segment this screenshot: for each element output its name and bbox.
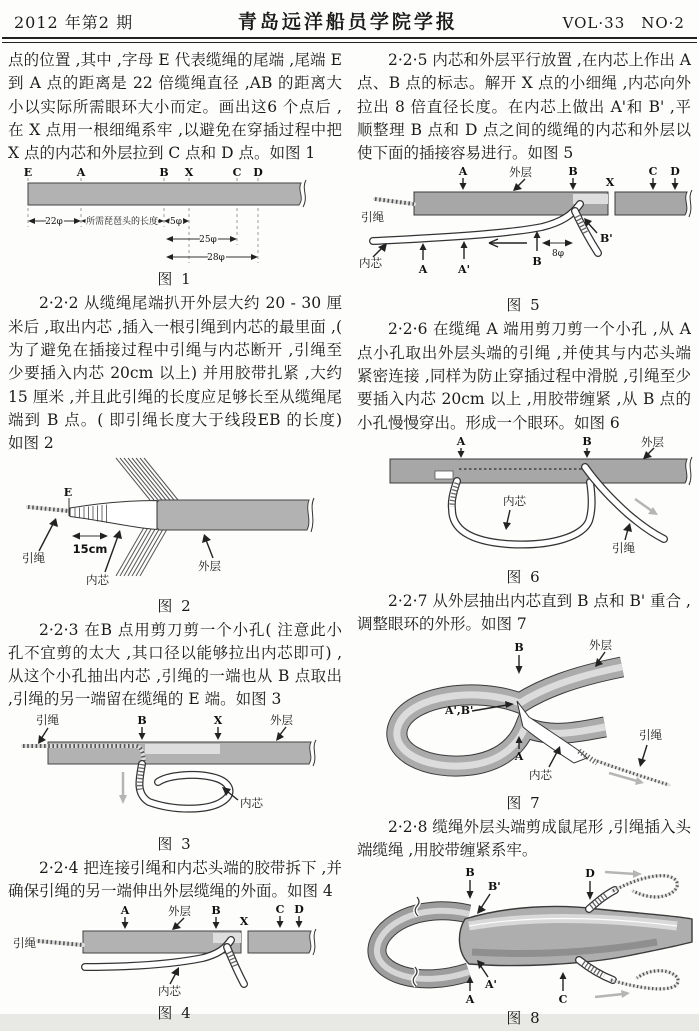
fig1-label-C: C bbox=[232, 166, 242, 180]
fig3-core-gap-strip bbox=[145, 744, 220, 754]
fig5-label-lead: 引绳 bbox=[361, 210, 384, 225]
fig5-label-D: D bbox=[670, 165, 680, 179]
fig7-label-B: B bbox=[514, 640, 524, 654]
fig2-rope-break bbox=[311, 498, 314, 532]
left-column bbox=[8, 49, 342, 1031]
fig5-label-A: A bbox=[458, 165, 468, 179]
paragraph-2-2-6: 2·2·6 在缆绳 A 端用剪刀剪一个小孔 ,从 A 点小孔取出外层头端的引绳 ,并使其与内芯头端紧密连接 ,同样为防止穿插过程中滑脱 ,引绳至少要插入内芯 20cm 以上 ,用胶带缠紧 ,从 B 点的小孔慢慢穿出。形成一个眼环。如图 6 bbox=[357, 320, 691, 432]
figure-4-diagram bbox=[8, 905, 344, 1001]
figure-6-caption: 图 6 bbox=[506, 567, 542, 586]
fig3-pull-arrow bbox=[119, 772, 127, 804]
fig2-label-E: E bbox=[63, 485, 73, 499]
fig5-mark-A1: A' bbox=[458, 263, 470, 277]
fig4-label-lead: 引绳 bbox=[13, 936, 36, 951]
fig1-dim-25d: 25φ bbox=[199, 235, 217, 246]
fig8-label-C: C bbox=[558, 993, 568, 1007]
fig6-core-gap bbox=[435, 471, 453, 479]
figure-6-diagram bbox=[357, 434, 693, 565]
fig5-dim-8d: 8φ bbox=[551, 249, 565, 260]
fig4-label-B: B bbox=[211, 904, 221, 918]
fig5-label-B: B bbox=[568, 165, 578, 179]
fig2-label-core: 内芯 bbox=[86, 572, 109, 587]
fig2-outer-layer-band bbox=[147, 500, 309, 530]
fig7-label-A: A bbox=[514, 749, 524, 763]
fig1-rope-band bbox=[28, 183, 301, 205]
fig2-lead-rope bbox=[28, 507, 69, 511]
fig8-label-B: B bbox=[465, 866, 475, 880]
fig8-bottom-tail bbox=[579, 960, 678, 989]
figure-3 bbox=[8, 714, 342, 854]
fig4-label-X: X bbox=[239, 915, 249, 929]
issue-label: 2012 年第2 期 bbox=[14, 13, 134, 32]
figure-4-caption: 图 4 bbox=[157, 1004, 193, 1023]
fig2-dim-15cm: 15cm bbox=[72, 541, 108, 556]
figure-2-diagram bbox=[8, 458, 344, 594]
fig1-dim-28d: 28φ bbox=[207, 253, 225, 264]
fig4-band-right bbox=[248, 931, 311, 953]
fig3-rope-break bbox=[313, 740, 316, 766]
fig3-label-outer: 外层 bbox=[270, 712, 293, 727]
fig1-rope-break bbox=[303, 180, 306, 207]
volume-label: VOL·33 NO·2 bbox=[562, 14, 685, 32]
paragraph-2-2-3: 2·2·3 在B 点用剪刀剪一个小孔( 注意此小孔不宜剪的太大 ,其口径以能够拉出内芯即可) ,从这个小孔抽出内芯 ,引绳的一端也从 B 点取出 ,引绳的另一端留在缆绳的 E 端。如图 3 bbox=[8, 620, 342, 709]
fig5-label-outer: 外层 bbox=[509, 165, 532, 180]
fig7-label-outer: 外层 bbox=[589, 637, 612, 652]
fig5-mark-B1: B' bbox=[600, 232, 613, 246]
fig8-label-B1: B' bbox=[488, 880, 501, 894]
fig5-mark-B: B bbox=[532, 255, 542, 269]
fig5-annotations-bottom bbox=[359, 218, 613, 276]
fig6-label-A: A bbox=[456, 434, 466, 448]
figure-3-diagram bbox=[8, 714, 344, 832]
fig6-outer-layer-band bbox=[390, 459, 687, 483]
fig6-rope-break bbox=[689, 457, 692, 485]
fig2-label-lead: 引绳 bbox=[22, 550, 45, 565]
fig1-dim-eye: 所需琵琶头的长度 bbox=[85, 217, 159, 228]
fig5-mark-A: A bbox=[418, 263, 428, 277]
fig1-label-B: B bbox=[159, 166, 169, 180]
figure-5-diagram bbox=[357, 167, 693, 293]
fig4-lead-rope bbox=[38, 941, 83, 945]
fig8-eye-loop bbox=[377, 911, 469, 979]
paragraph-2-2-8: 2·2·8 缆绳外层头端剪成鼠尾形 ,引绳插入头端缆绳 ,用胶带缠紧系牢。 bbox=[357, 817, 691, 859]
page-header bbox=[0, 0, 699, 37]
figure-1 bbox=[8, 167, 342, 289]
paragraph-continuation: 点的位置 ,其中 ,字母 E 代表缆绳的尾端 ,尾端 E 到 A 点的距离是 22 倍缆绳直径 ,AB 的距离大小以实际所需眼环大小而定。画出这6 个点后 ,在 X 点用一根细绳系牢 ,以避免在穿插过程中把 X 点的内芯和外层拉到 C 点和 D 点。如图 1 bbox=[8, 51, 342, 163]
fig1-label-D: D bbox=[253, 166, 263, 180]
fig2-frayed-outer-top bbox=[116, 458, 178, 500]
paragraph-2-2-4: 2·2·4 把连接引绳和内芯头端的胶带拆下 ,并确保引绳的另一端伸出外层缆绳的外面。如图 4 bbox=[8, 858, 342, 901]
fig1-label-X: X bbox=[184, 166, 194, 180]
figure-4 bbox=[8, 905, 342, 1023]
fig5-label-X: X bbox=[605, 176, 615, 190]
fig2-15cm-dimension bbox=[72, 532, 108, 556]
fig5-label-core: 内芯 bbox=[359, 256, 382, 271]
fig5-rope-break bbox=[689, 190, 692, 217]
fig6-label-core: 内芯 bbox=[503, 493, 526, 508]
fig4-label-A: A bbox=[120, 904, 130, 918]
fig1-dimensions bbox=[28, 215, 258, 263]
fig6-label-lead: 引绳 bbox=[612, 540, 635, 555]
fig7-label-core: 内芯 bbox=[529, 767, 552, 782]
figure-1-diagram bbox=[8, 167, 344, 267]
paragraph-2-2-7: 2·2·7 从外层抽出内芯直到 B 点和 B' 重合 ,调整眼环的外形。如图 7 bbox=[357, 591, 691, 634]
fig8-top-tail bbox=[589, 876, 677, 909]
fig8-label-D: D bbox=[585, 867, 595, 881]
fig1-label-A: A bbox=[76, 166, 86, 180]
fig4-label-D: D bbox=[294, 903, 304, 917]
fig2-frayed-outer-bottom bbox=[116, 524, 170, 576]
fig1-dim-5d: 5φ bbox=[169, 217, 183, 228]
fig3-label-core: 内芯 bbox=[240, 795, 263, 810]
figure-2 bbox=[8, 458, 342, 616]
fig5-band-right bbox=[615, 192, 687, 215]
fig7-label-AB: A',B' bbox=[445, 703, 474, 717]
fig3-label-lead: 引绳 bbox=[36, 712, 59, 727]
fig4-label-core: 内芯 bbox=[158, 984, 181, 999]
fig6-label-B: B bbox=[582, 434, 592, 448]
figure-7 bbox=[357, 639, 691, 813]
figure-6 bbox=[357, 434, 691, 587]
fig5-pull-direction-arrow bbox=[489, 239, 527, 247]
fig5-label-C: C bbox=[648, 165, 658, 179]
fig7-label-lead: 引绳 bbox=[639, 727, 662, 742]
figure-8 bbox=[357, 864, 691, 1028]
fig1-dim-22d: 22φ bbox=[45, 217, 63, 228]
fig4-label-outer: 外层 bbox=[168, 904, 191, 919]
fig3-core-loop bbox=[139, 764, 229, 809]
figure-8-diagram bbox=[357, 864, 693, 1006]
fig2-inner-core bbox=[70, 500, 157, 529]
fig5-lead-rope bbox=[375, 199, 414, 204]
figure-1-caption: 图 1 bbox=[157, 270, 193, 289]
paragraph-2-2-5: 2·2·5 内芯和外层平行放置 ,在内芯上作出 A 点、B 点的标志。解开 X 点的小细绳 ,内芯向外拉出 8 倍直径长度。在内芯上做出 A'和 B' ,平顺整理 B 点和 D 点之间的缆绳的内芯和外层以使下面的插接容易进行。如图 5 bbox=[357, 51, 691, 163]
fig8-label-A: A bbox=[465, 993, 475, 1007]
fig3-label-X: X bbox=[213, 713, 223, 727]
fig1-point-labels bbox=[24, 166, 263, 179]
two-column-body bbox=[0, 43, 699, 1031]
figure-5 bbox=[357, 167, 691, 315]
fig3-label-B: B bbox=[137, 713, 147, 727]
fig4-rope-break bbox=[313, 929, 316, 955]
figure-5-caption: 图 5 bbox=[506, 296, 542, 315]
paragraph-2-2-2: 2·2·2 从缆绳尾端扒开外层大约 20 - 30 厘米后 ,取出内芯 ,插入一根引绳到内芯的最里面 ,( 为了避免在插接过程中引绳与内芯断开 ,引绳至少要插入内芯 20cm 以上) 并用胶带扎紧 ,大约 15 厘米 ,并且此引绳的长度应足够长至从缆绳尾端到 B 点。( 即引绳长度大于线段EB 的长度) 如图 2 bbox=[8, 294, 342, 453]
figure-8-caption: 图 8 bbox=[506, 1009, 542, 1028]
figure-2-caption: 图 2 bbox=[157, 596, 193, 615]
fig1-label-E: E bbox=[23, 166, 33, 180]
fig7-eye-loop bbox=[397, 667, 622, 766]
figure-7-diagram bbox=[357, 639, 693, 791]
fig2-label-outer: 外层 bbox=[198, 558, 221, 573]
figure-3-caption: 图 3 bbox=[157, 834, 193, 853]
journal-title: 青岛远洋船员学院学报 bbox=[237, 11, 458, 33]
figure-7-caption: 图 7 bbox=[506, 793, 542, 812]
fig6-label-outer: 外层 bbox=[641, 434, 664, 449]
fig4-label-C: C bbox=[275, 903, 285, 917]
right-column bbox=[357, 49, 691, 1031]
fig6-core-loop bbox=[452, 481, 592, 544]
fig8-label-A1: A' bbox=[485, 978, 497, 992]
